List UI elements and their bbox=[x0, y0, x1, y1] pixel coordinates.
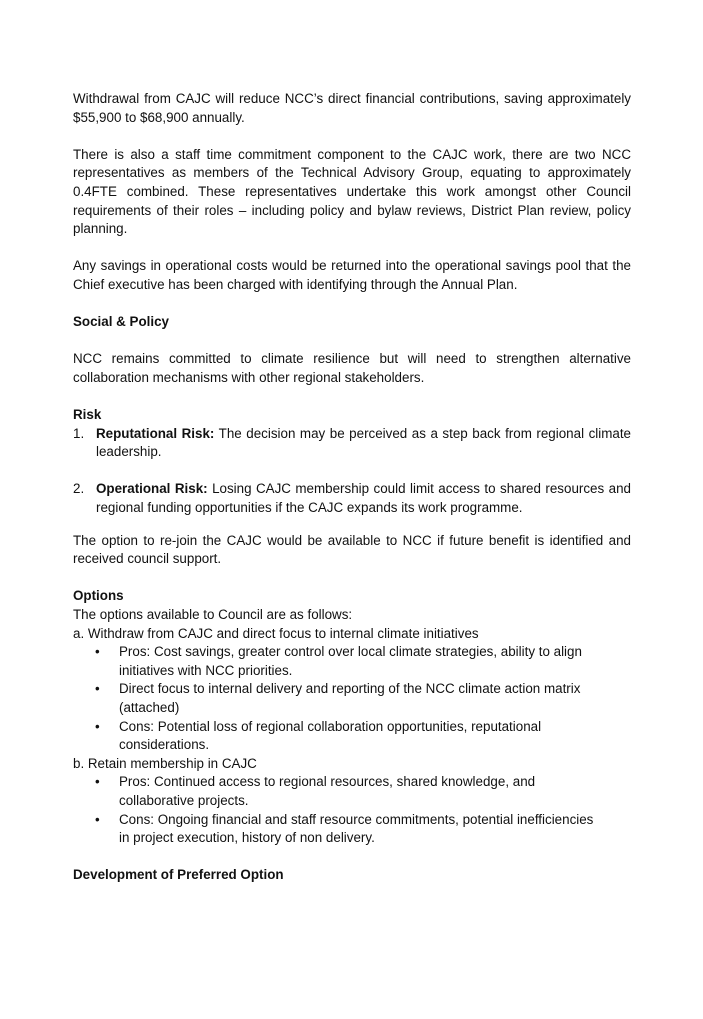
risk-item-term: Operational Risk: bbox=[96, 481, 208, 497]
risk-item-text: Losing CAJC membership could limit access to shared resources and regional funding opportunities if the CAJC expands its work programme. bbox=[96, 481, 631, 516]
bullet-icon: • bbox=[95, 774, 100, 790]
option-a-bullets bbox=[73, 643, 631, 755]
risk-followup-paragraph: The option to re-join the CAJC would be available to NCC if future benefit is identified and received council support. bbox=[73, 532, 631, 567]
option-b-label: b. Retain membership in CAJC bbox=[73, 755, 257, 771]
list-item: • Pros: Continued access to regional resources, shared knowledge, and collaborative projects. bbox=[95, 774, 536, 808]
financial-paragraph: Withdrawal from CAJC will reduce NCC’s direct financial contributions, saving approximately $55,900 to $68,900 annually. bbox=[73, 91, 631, 125]
risk-item-text: The decision may be perceived as a step back from regional climate leadership. bbox=[96, 425, 631, 460]
staff-time-paragraph: There is also a staff time commitment component to the CAJC work, there are two NCC representatives as members of the Technical Advisory Group, equating to approximately 0.4FTE combined. These representatives undertake this work amongst other Council requirements of their roles – including policy and bylaw reviews, District Plan review, policy planning. bbox=[73, 146, 631, 237]
savings-paragraph: Any savings in operational costs would be returned into the operational savings pool that the Chief executive has been charged with identifying through the Annual Plan. bbox=[73, 258, 631, 292]
option-a-label: a. Withdraw from CAJC and direct focus to internal climate initiatives bbox=[73, 625, 479, 641]
bullet-icon: • bbox=[95, 811, 100, 827]
list-item: • Pros: Cost savings, greater control over local climate strategies, ability to align initiatives with NCC priorities. bbox=[95, 644, 582, 678]
risk-item-term: Reputational Risk: bbox=[96, 425, 215, 441]
risk-item-number: 2. bbox=[73, 481, 85, 497]
document-page bbox=[73, 90, 631, 885]
bullet-icon: • bbox=[95, 718, 100, 734]
bullet-icon: • bbox=[95, 644, 100, 660]
bullet-icon: • bbox=[95, 681, 100, 697]
list-item: • Cons: Potential loss of regional collaboration opportunities, reputational considerations. bbox=[95, 718, 542, 753]
social-policy-heading: Social & Policy bbox=[73, 314, 170, 330]
social-policy-paragraph: NCC remains committed to climate resilience but will need to strengthen alternative collaboration mechanisms with other regional stakeholders. bbox=[73, 351, 631, 385]
risk-item-number: 1. bbox=[73, 425, 85, 441]
list-item: • Direct focus to internal delivery and reporting of the NCC climate action matrix (attached) bbox=[95, 681, 581, 715]
options-intro: The options available to Council are as follows: bbox=[73, 607, 353, 623]
risk-item-reputational bbox=[73, 425, 631, 462]
options-heading: Options bbox=[73, 588, 124, 604]
risk-item-operational bbox=[73, 480, 631, 517]
list-item: • Cons: Ongoing financial and staff resource commitments, potential inefficiencies in project execution, history of non delivery. bbox=[95, 811, 594, 846]
development-heading: Development of Preferred Option bbox=[73, 867, 284, 883]
option-b-bullets bbox=[73, 773, 631, 847]
risk-heading: Risk bbox=[73, 407, 102, 423]
